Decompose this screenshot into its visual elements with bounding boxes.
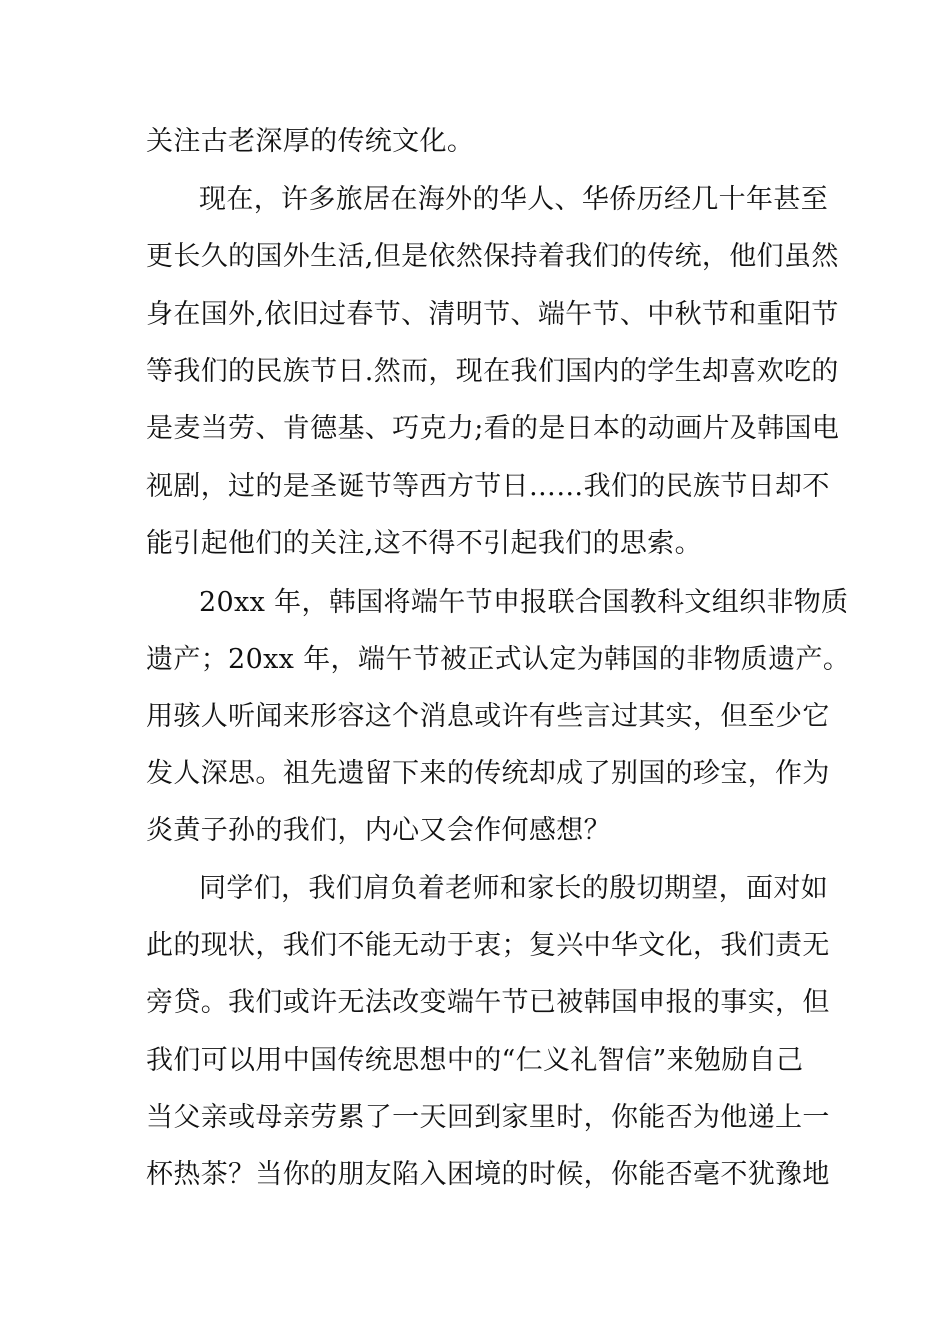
- text-line: 炎黄子孙的我们，内心又会作何感想？: [146, 815, 611, 846]
- paragraph-first-line: 同学们，我们肩负着老师和家长的殷切期望，面对如: [199, 873, 829, 904]
- text-line: 遗产；20xx 年，端午节被正式认定为韩国的非物质遗产。: [146, 644, 851, 675]
- text-line: 能引起他们的关注,这不得不引起我们的思索。: [146, 528, 702, 559]
- text-line: 视剧，过的是圣诞节等西方节日……我们的民族节日却不: [146, 471, 830, 502]
- paragraph-first-line: 20xx 年，韩国将端午节申报联合国教科文组织非物质: [199, 587, 849, 618]
- text-line: 我们可以用中国传统思想中的“仁义礼智信”来勉励自己: [146, 1045, 804, 1076]
- text-line: 当父亲或母亲劳累了一天回到家里时，你能否为他递上一: [146, 1102, 830, 1133]
- text-line: 旁贷。我们或许无法改变端午节已被韩国申报的事实，但: [146, 987, 830, 1018]
- text-line: 用骇人听闻来形容这个消息或许有些言过其实，但至少它: [146, 701, 830, 732]
- text-line: 杯热茶？当你的朋友陷入困境的时候，你能否毫不犹豫地: [146, 1159, 830, 1190]
- text-line: 此的现状，我们不能无动于衷；复兴中华文化，我们责无: [146, 930, 830, 961]
- text-line: 身在国外,依旧过春节、清明节、端午节、中秋节和重阳节: [146, 299, 839, 330]
- paragraph-first-line: 现在，许多旅居在海外的华人、华侨历经几十年甚至: [199, 184, 829, 215]
- text-line: 关注古老深厚的传统文化。: [146, 126, 475, 157]
- text-line: 是麦当劳、肯德基、巧克力;看的是日本的动画片及韩国电: [146, 413, 840, 444]
- text-line: 更长久的国外生活,但是依然保持着我们的传统，他们虽然: [146, 241, 839, 272]
- text-line: 等我们的民族节日.然而，现在我们国内的学生却喜欢吃的: [146, 356, 839, 387]
- text-line: 发人深思。祖先遗留下来的传统却成了别国的珍宝，作为: [146, 758, 830, 789]
